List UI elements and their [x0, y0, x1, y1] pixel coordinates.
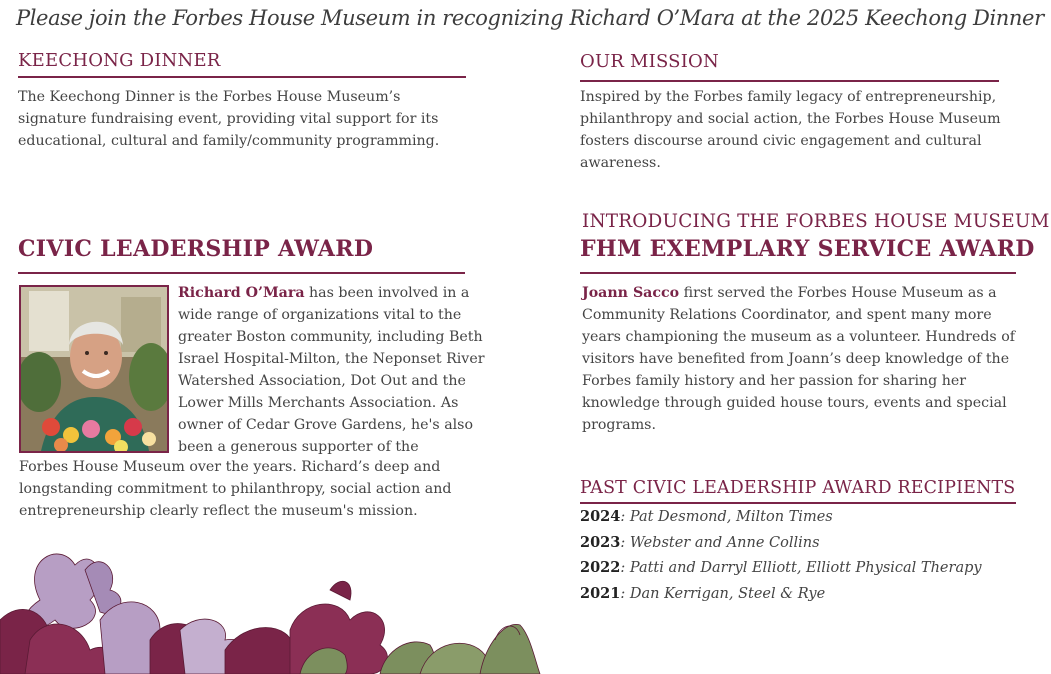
floral-decoration [0, 540, 560, 674]
fhm-intro: INTRODUCING THE FORBES HOUSE MUSEUM [582, 211, 1050, 232]
civic-award-body-part1: has been involved in a wide range of organizations vital to the greater Boston community, including Beth Israel Hospital-Milton, the Neponset River Watershed Association, Dot Out and the Lower Mills Merchants Association. As owner of Cedar Grove Gardens, he's also been a generous supporter of the [178, 285, 485, 455]
richard-omara-photo [19, 285, 169, 453]
recipient-row [580, 506, 833, 528]
past-recipients-rule [580, 502, 1016, 504]
recipient-sep: : [620, 560, 626, 576]
fhm-award-title: FHM EXEMPLARY SERVICE AWARD [580, 236, 1035, 262]
civic-award-wrapped-text [178, 282, 488, 458]
civic-award-rule [18, 272, 465, 274]
recipient-sep: : [620, 509, 626, 525]
recipient-name: Dan Kerrigan, Steel & Rye [625, 586, 826, 602]
keechong-rule [18, 76, 466, 78]
recipient-sep: : [620, 535, 626, 551]
recipient-year: 2023 [580, 534, 621, 551]
fhm-award-rule [580, 272, 1016, 274]
recipient-name: Pat Desmond, Milton Times [625, 509, 833, 525]
civic-award-title: CIVIC LEADERSHIP AWARD [18, 236, 374, 262]
keechong-title: KEECHONG DINNER [18, 50, 221, 71]
recipient-sep: : [620, 586, 626, 602]
fhm-award-text [582, 282, 1022, 436]
fhm-honoree-name: Joann Sacco [582, 285, 680, 301]
recipient-name: Webster and Anne Collins [625, 535, 820, 551]
mission-rule [580, 80, 999, 82]
recipient-row [580, 557, 982, 579]
recipient-year: 2022 [580, 559, 621, 576]
recipient-row [580, 532, 820, 554]
keechong-body: The Keechong Dinner is the Forbes House Museum’s signature fundraising event, providing vital support for its educational, cultural and family/community programming. [18, 89, 440, 149]
mission-body: Inspired by the Forbes family legacy of entrepreneurship, philanthropy and social action, the Forbes House Museum fosters discourse around civic engagement and cultural awareness. [580, 89, 1001, 171]
fhm-award-body: first served the Forbes House Museum as a Community Relations Coordinator, and spent many more years championing the museum as a volunteer. Hundreds of visitors have benefited from Joann’s deep knowledge of the Forbes family history and her passion for sharing her knowledge through guided house tours, events and special programs. [582, 285, 1016, 433]
civic-award-body-part2: Forbes House Museum over the years. Richard’s deep and longstanding commitment to philanthropy, social action and entrepreneurship clearly reflect the museum's mission. [19, 459, 452, 519]
recipient-year: 2021 [580, 585, 621, 602]
past-recipients-title: PAST CIVIC LEADERSHIP AWARD RECIPIENTS [580, 478, 1016, 498]
recipient-name: Patti and Darryl Elliott, Elliott Physical Therapy [625, 560, 982, 576]
mission-title: OUR MISSION [580, 51, 719, 72]
event-banner: Please join the Forbes House Museum in recognizing Richard O’Mara at the 2025 Keechong Dinner [16, 6, 1044, 30]
honoree-name: Richard O’Mara [178, 285, 305, 301]
recipient-year: 2024 [580, 508, 621, 525]
recipient-row [580, 583, 825, 605]
